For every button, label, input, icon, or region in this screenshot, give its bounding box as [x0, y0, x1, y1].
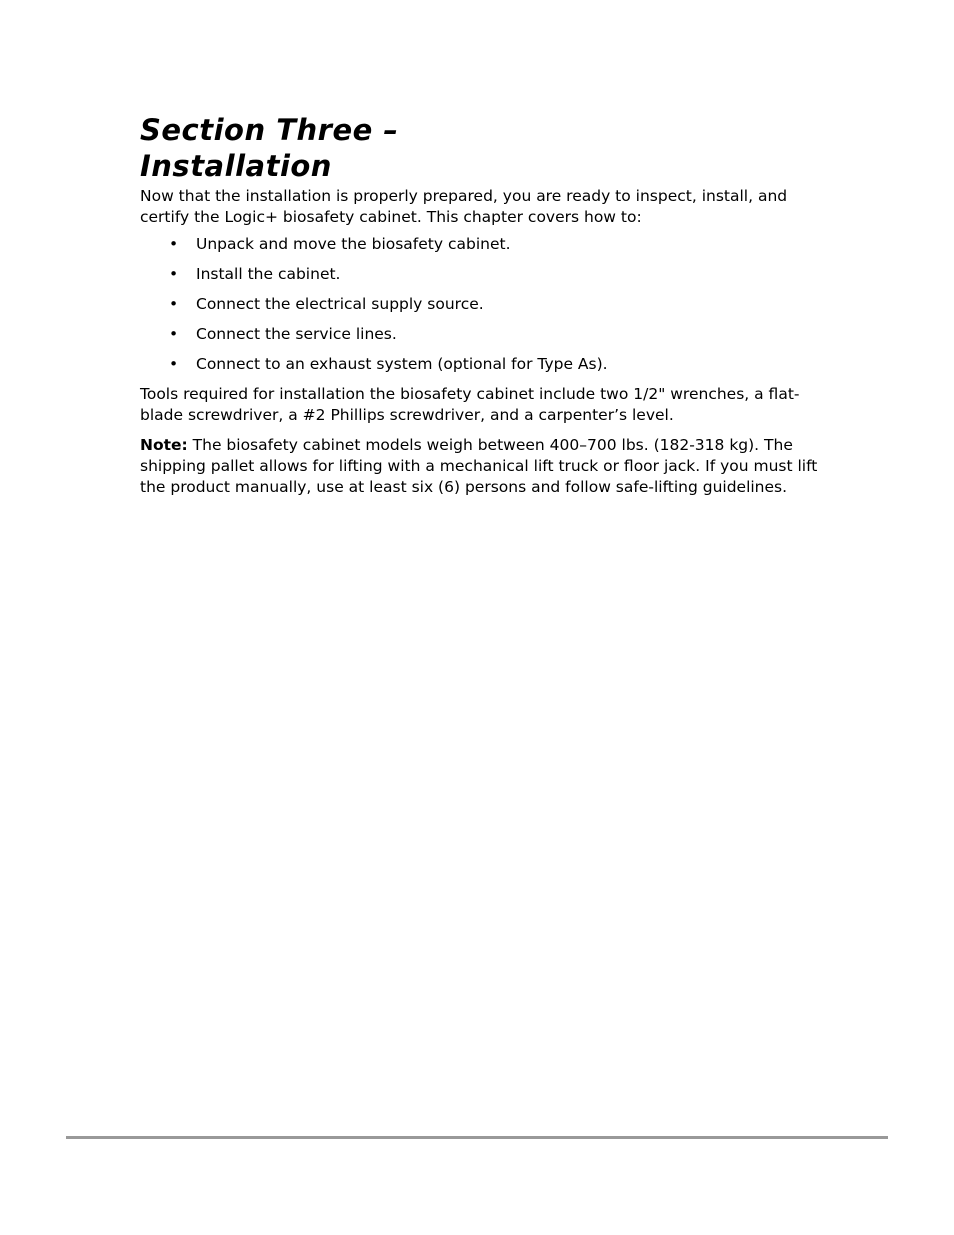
list-item	[140, 354, 820, 375]
intro-paragraph: Now that the installation is properly prepared, you are ready to inspect, install, and certify the Logic+ biosafety cabinet. This chapter covers how to:	[140, 187, 788, 226]
list-item-text: Connect the service lines.	[196, 325, 397, 343]
bullet-icon: •	[169, 235, 179, 253]
page-content	[140, 112, 820, 498]
list-item-text: Unpack and move the biosafety cabinet.	[196, 235, 511, 253]
footer-divider	[66, 1136, 888, 1139]
list-item	[140, 234, 820, 255]
list-item	[140, 324, 820, 345]
list-item	[140, 264, 820, 285]
section-title-line-2: Installation	[140, 149, 332, 183]
task-list	[140, 234, 820, 375]
bullet-icon: •	[169, 295, 179, 313]
note-label: Note:	[140, 436, 188, 454]
list-item-text: Connect to an exhaust system (optional for Type As).	[196, 355, 608, 373]
bullet-icon: •	[169, 265, 179, 283]
bullet-icon: •	[169, 355, 179, 373]
note-text: The biosafety cabinet models weigh between 400–700 lbs. (182-318 kg). The shipping pallet allows for lifting with a mechanical lift truck or floor jack. If you must lift the product manually, use at least six (6) persons and follow safe-lifting guidelines.	[140, 436, 818, 496]
section-title-line-1: Section Three –	[140, 113, 399, 147]
list-item	[140, 294, 820, 315]
note-paragraph	[140, 435, 820, 498]
list-item-text: Connect the electrical supply source.	[196, 295, 484, 313]
list-item-text: Install the cabinet.	[196, 265, 341, 283]
bullet-icon: •	[169, 325, 179, 343]
section-title	[140, 112, 820, 184]
tools-paragraph: Tools required for installation the biosafety cabinet include two 1/2" wrenches, a flat-blade screwdriver, a #2 Phillips screwdriver, and a carpenter’s level.	[140, 385, 800, 424]
